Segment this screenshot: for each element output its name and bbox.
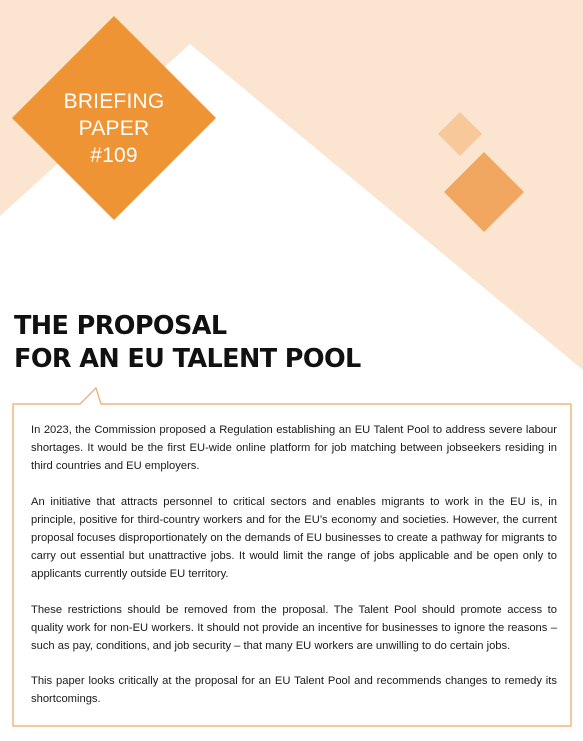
badge-line-paper: PAPER [78, 117, 150, 140]
badge-line-number: #109 [90, 144, 138, 167]
summary-paragraph: In 2023, the Commission proposed a Regulation establishing an EU Talent Pool to address severe labour shortages. It would be the first EU-wide online platform for job matching between jobseekers residing in third countries and EU employers. [31, 424, 557, 473]
badge-line-briefing: BRIEFING [63, 90, 165, 113]
document-title [14, 310, 361, 376]
summary-text [31, 421, 557, 726]
summary-paragraph: This paper looks critically at the proposal for an EU Talent Pool and recommends changes to remedy its shortcomings. [31, 675, 557, 706]
title-line-2: FOR AN EU TALENT POOL [14, 344, 361, 374]
summary-paragraph: These restrictions should be removed from the proposal. The Talent Pool should promote access to quality work for non-EU workers. It should not provide an incentive for businesses to ignore the reasons – such as pay, conditions, and job security – that many EU workers are unwilling to do certain jobs. [31, 603, 557, 653]
summary-paragraph: An initiative that attracts personnel to critical sectors and enables migrants to work in the EU is, in principle, positive for third-country workers and for the EU’s economy and societies. However, the current proposal focuses disproportionately on the demands of EU businesses to create a pathway for migrants to carry out essential but unattractive jobs. It would limit the range of jobs applicable and be open only to applicants currently outside EU territory. [31, 495, 557, 581]
title-line-1: THE PROPOSAL [14, 311, 227, 341]
briefing-badge [40, 88, 188, 169]
